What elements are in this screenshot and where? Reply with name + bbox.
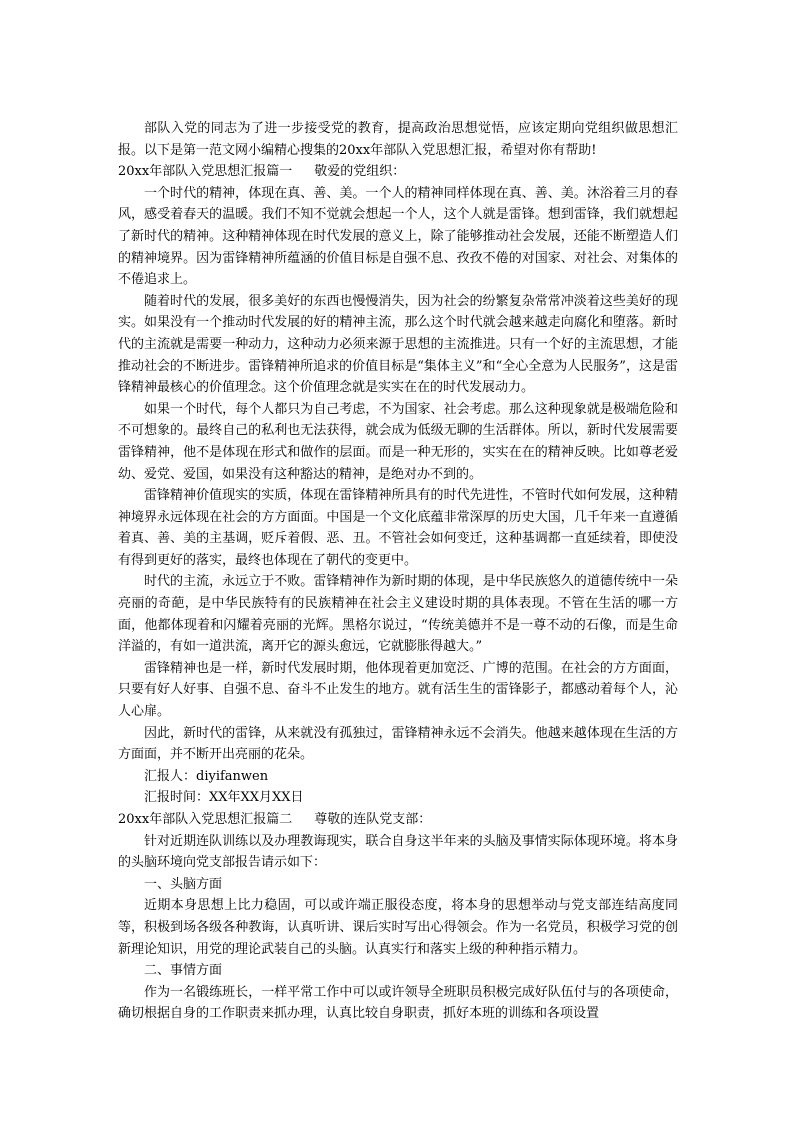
body-paragraph: 时代的主流，永远立于不败。雷锋精神作为新时期的体现，是中华民族悠久的道德传统中一朵亮丽的奇葩，是中华民族特有的民族精神在社会主义建设时期的具体表现。不管在生活的哪一方面，他都体现着和闪耀着亮丽的光辉。黑格尔说过，“传统美德并不是一尊不动的石像，而是生命洋溢的，有如一道洪流，离开它的源头愈远，它就膨胀得越大。” <box>118 574 678 655</box>
section2-heading-line <box>118 809 678 831</box>
body-paragraph: 一个时代的精神，体现在真、善、美。一个人的精神同样体现在真、善、美。沐浴着三月的春风，感受着春天的温暖。我们不知不觉就会想起一个人，这个人就是雷锋。想到雷锋，我们就想起了新时代的精神。这种精神体现在时代发展的意义上，除了能够推动社会发展，还能不断塑造人们的精神境界。因为雷锋精神所蕴涵的价值目标是自强不息、孜孜不倦的对国家、对社会、对集体的不倦追求上。 <box>118 185 678 288</box>
section1-salutation: 敬爱的党组织： <box>314 164 406 180</box>
body-paragraph: 随着时代的发展，很多美好的东西也慢慢消失，因为社会的纷繁复杂常常冲淡着这些美好的现实。如果没有一个推动时代发展的好的精神主流，那么这个时代就会越来越走向腐化和堕落。新时代的主流就是需要一种动力，这种动力必须来源于思想的主流推进。只有一个好的主流思想，才能推动社会的不断进步。雷锋精神所追求的价值目标是“集体主义”和“全心全意为人民服务”，这是雷锋精神最核心的价值理念。这个价值理念就是实实在在的时代发展动力。 <box>118 293 678 396</box>
document-page <box>118 118 678 1025</box>
body-paragraph: 雷锋精神也是一样，新时代发展时期，他体现着更加宽泛、广博的范围。在社会的方方面面，只要有好人好事、自强不息、奋斗不止发生的地方。就有活生生的雷锋影子，都感动着每个人，沁人心扉。 <box>118 660 678 720</box>
section2-heading: 20xx年部队入党思想汇报篇二 <box>118 812 293 827</box>
section1-heading-line <box>118 161 678 183</box>
section2-intro-paragraph: 针对近期连队训练以及办理教诲现实，联合自身这半年来的头脑及事情实际体现环境。将本身的头脑环境向党支部报告请示如下： <box>118 833 678 871</box>
body-paragraph: 如果一个时代，每个人都只为自己考虑，不为国家、社会考虑。那么这种现象就是极端危险和不可想象的。最终自己的私利也无法获得，就会成为低级无聊的生活群体。所以，新时代发展需要雷锋精神，他不是体现在形式和做作的层面。而是一种无形的，实实在在的精神反映。比如尊老爱幼、爱党、爱国，如果没有这种豁达的精神，是绝对办不到的。 <box>118 401 678 482</box>
body-paragraph: 雷锋精神价值现实的实质，体现在雷锋精神所具有的时代先进性，不管时代如何发展，这种精神境界永远体现在社会的方方面面。中国是一个文化底蕴非常深厚的历史大国，几千年来一直遵循着真、善、美的主基调，贬斥着假、恶、丑。不管社会如何变迁，这种基调都一直延续着，即使没有得到更好的落实，最终也体现在了朝代的变更中。 <box>118 488 678 568</box>
section1-heading: 20xx年部队入党思想汇报篇一 <box>118 164 293 180</box>
body-paragraph: 因此，新时代的雷锋，从来就没有孤独过，雷锋精神永远不会消失。他越来越体现在生活的方方面面，并不断开出亮丽的花朵。 <box>118 725 678 763</box>
reporter-line: 汇报人：diyifanwen <box>144 768 269 784</box>
intro-paragraph: 部队入党的同志为了进一步接受党的教育，提高政治思想觉悟，应该定期向党组织做思想汇报。以下是第一范文网小编精心搜集的20xx年部队入党思想汇报，希望对你有帮助! <box>118 121 678 158</box>
section2-salutation: 尊敬的连队党支部： <box>314 812 432 827</box>
subsection-title: 二、事情方面 <box>144 963 223 979</box>
body-paragraph: 作为一名锻练班长，一样平常工作中可以或许领导全班职员积极完成好队伍付与的各项使命，确切根据自身的工作职责来抓办理，认真比较自身职责，抓好本班的训练和各项设置 <box>118 984 678 1022</box>
report-time-line: 汇报时间：XX年XX月XX日 <box>144 790 304 806</box>
body-paragraph: 近期本身思想上比力稳固，可以或许端正服役态度，将本身的思想举动与党支部连结高度同等，积极到场各级各种教诲，认真听讲、课后实时写出心得领会。作为一名党员，积极学习党的创新理论知识，用党的理论武装自己的头脑。认真实行和落实上级的种种指示精力。 <box>118 898 678 957</box>
subsection-title: 一、头脑方面 <box>144 876 223 892</box>
